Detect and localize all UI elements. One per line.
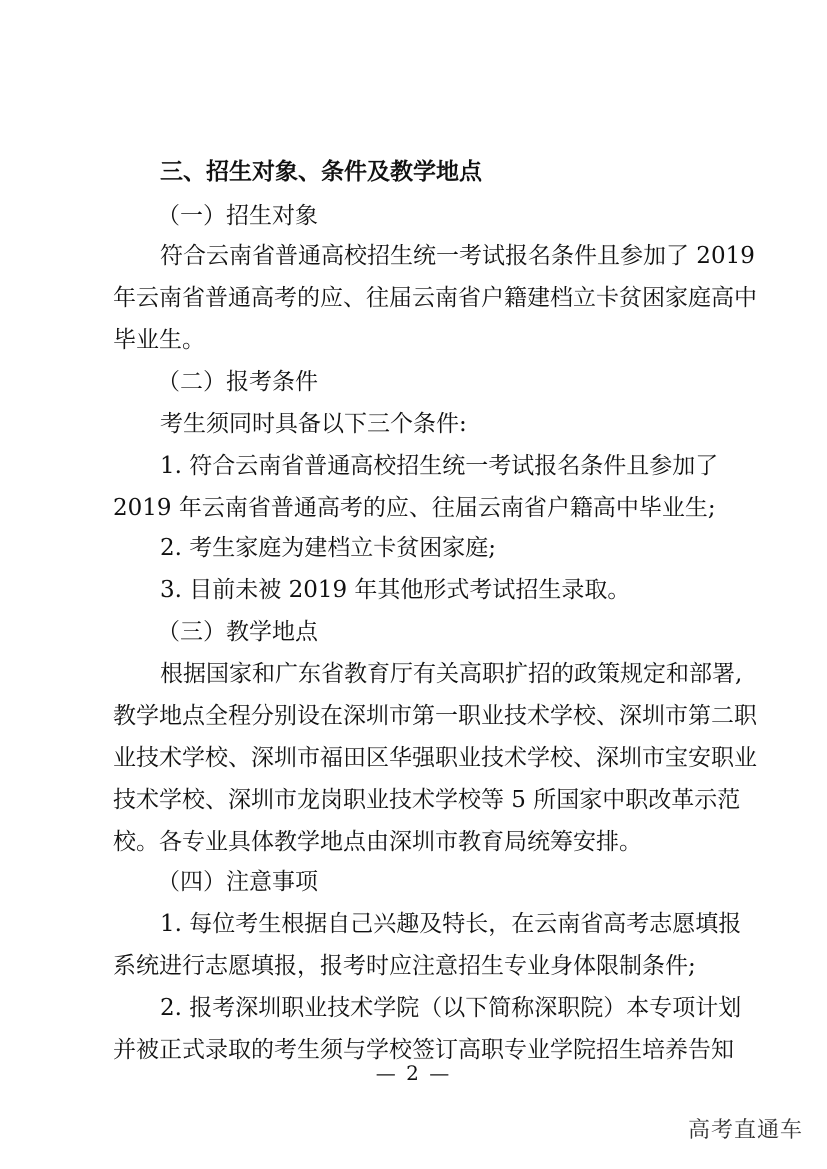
list-item-line: 系统进行志愿填报，报考时应注意招生专业身体限制条件; [113, 953, 696, 979]
paragraph-line: 业技术学校、深圳市福田区华强职业技术学校、深圳市宝安职业 [113, 745, 757, 771]
paragraph-line: 技术学校、深圳市龙岗职业技术学校等 5 所国家中职改革示范 [113, 787, 741, 813]
list-item-line: 并被正式录取的考生须与学校签订高职专业学院招生培养告知 [113, 1037, 734, 1063]
list-item-line: 1. 符合云南省普通高校招生统一考试报名条件且参加了 [160, 453, 719, 479]
list-item-line: 2019 年云南省普通高考的应、往届云南省户籍高中毕业生; [113, 495, 716, 521]
paragraph-line: 毕业生。 [113, 327, 205, 353]
paragraph-line: 根据国家和广东省教育厅有关高职扩招的政策规定和部署, [160, 661, 743, 687]
subsection-title-2: （二）报考条件 [157, 369, 318, 395]
list-item-line: 2. 报考深圳职业技术学院（以下简称深职院）本专项计划 [160, 995, 742, 1021]
watermark-text: 高考直通车 [687, 1118, 803, 1143]
list-item-line: 1. 每位考生根据自己兴趣及特长，在云南省高考志愿填报 [160, 911, 742, 937]
paragraph-line: 符合云南省普通高校招生统一考试报名条件且参加了 2019 [160, 243, 755, 269]
paragraph-line: 校。各专业具体教学地点由深圳市教育局统筹安排。 [113, 829, 642, 855]
subsection-title-3: （三）教学地点 [157, 619, 318, 645]
section-heading: 三、招生对象、条件及教学地点 [160, 159, 482, 185]
paragraph-line: 年云南省普通高考的应、往届云南省户籍建档立卡贫困家庭高中 [113, 285, 757, 311]
page-number: — 2 — [375, 1061, 452, 1085]
list-item-line: 2. 考生家庭为建档立卡贫困家庭; [160, 535, 497, 561]
subsection-title-4: （四）注意事项 [157, 869, 318, 895]
paragraph-line: 考生须同时具备以下三个条件: [160, 411, 467, 437]
paragraph-line: 教学地点全程分别设在深圳市第一职业技术学校、深圳市第二职 [113, 703, 757, 729]
list-item-line: 3. 目前未被 2019 年其他形式考试招生录取。 [160, 577, 631, 603]
subsection-title-1: （一）招生对象 [157, 203, 318, 229]
